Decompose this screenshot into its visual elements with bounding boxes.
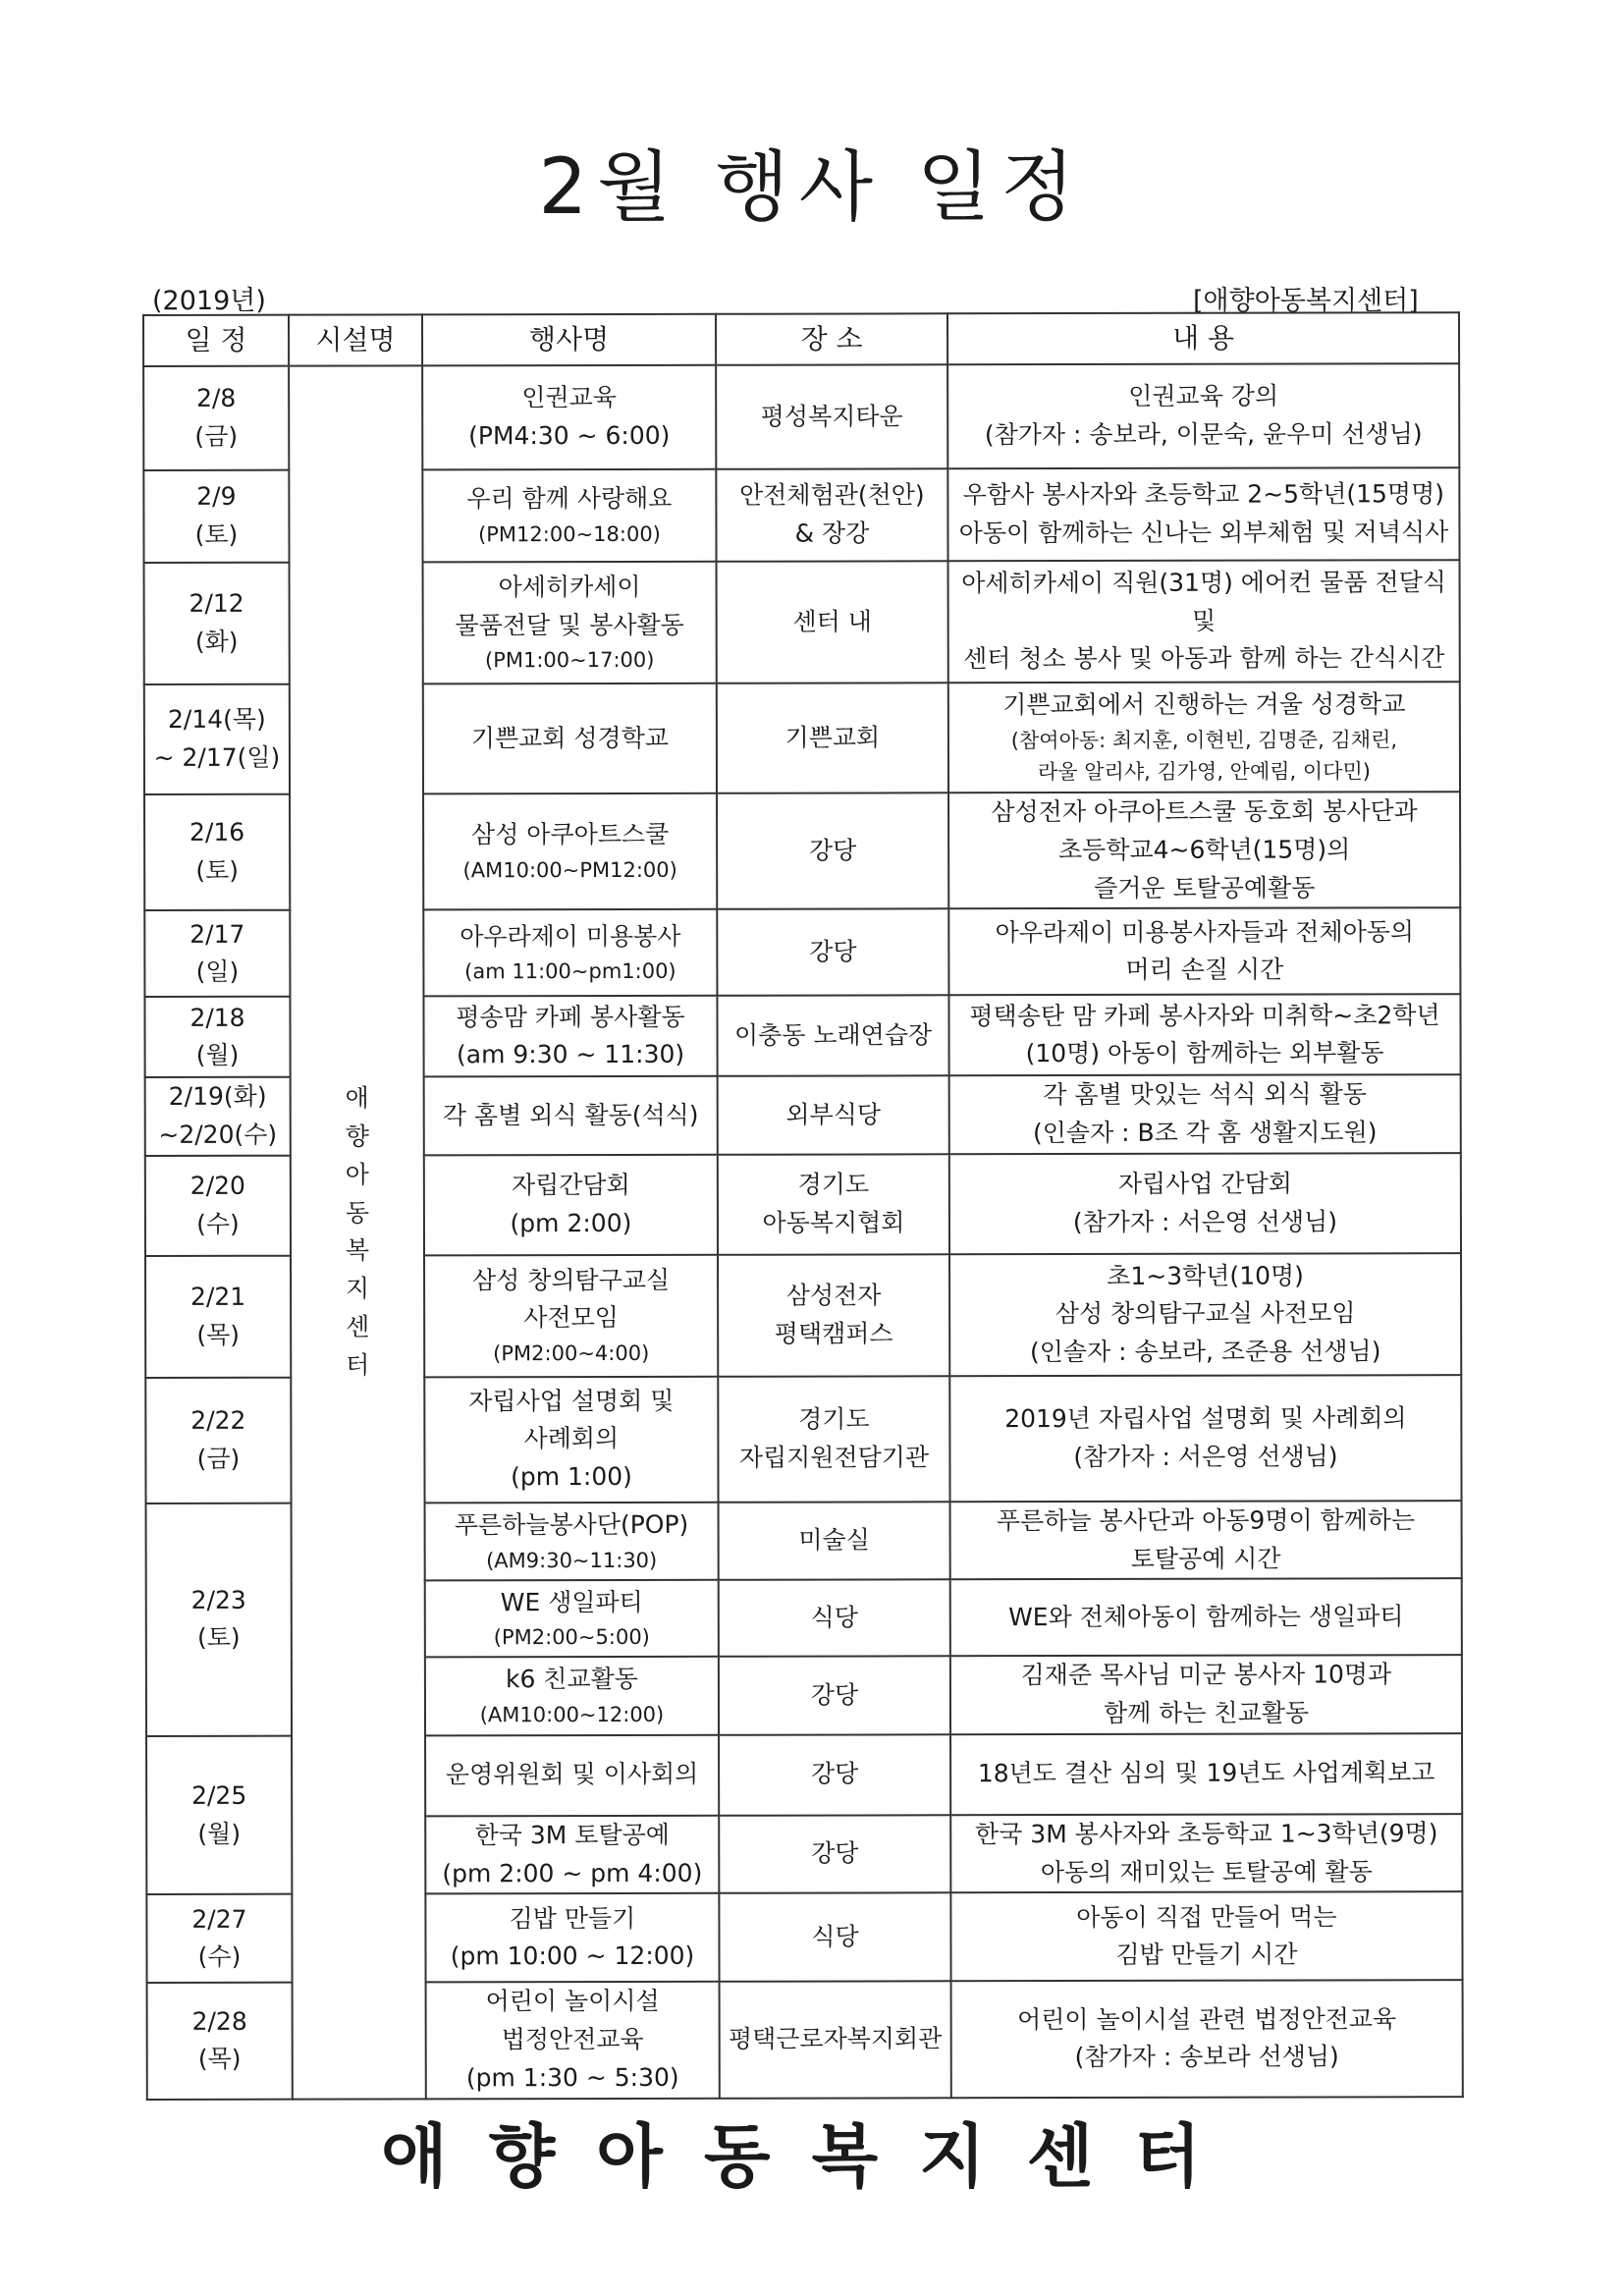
event-time: (PM12:00~18:00)	[478, 521, 661, 547]
content-cell: 김재준 목사님 미군 봉사자 10명과 함께 하는 친교활동	[950, 1655, 1462, 1734]
event-cell	[424, 1255, 718, 1378]
content-cell: 삼성전자 아쿠아트스쿨 동호회 봉사단과 초등학교4~6학년(15명)의 즐거운 토탈공예활동	[948, 792, 1460, 908]
facility-char: 아	[345, 1160, 369, 1189]
place-cell: 강당	[719, 1734, 950, 1815]
place-cell: 기쁜교회	[717, 683, 948, 793]
event-name: 아세히카세이 물품전달 및 봉사활동	[455, 572, 684, 640]
event-cell	[425, 1580, 719, 1658]
event-time: (AM10:00~12:00)	[479, 1702, 665, 1727]
facility-char: 애	[345, 1083, 369, 1113]
date-cell: 2/12 (화)	[144, 563, 290, 684]
place-cell: 강당	[717, 909, 948, 996]
content-cell: 각 홈별 맛있는 석식 외식 활동 (인솔자 : B조 각 홈 생활지도원)	[949, 1074, 1461, 1154]
content-cell: 인권교육 강의 (참가자 : 송보라, 이문숙, 윤우미 선생님)	[947, 363, 1459, 468]
content-cell: 우함사 봉사자와 초등학교 2~5학년(15명명) 아동이 함께하는 신나는 외부체험 및 저녁식사	[947, 467, 1459, 561]
event-name: 자립간담회	[511, 1170, 630, 1200]
date-cell: 2/16 (토)	[144, 794, 290, 911]
year-label: (2019년)	[152, 286, 266, 316]
event-cell	[425, 1735, 719, 1817]
event-name: 어린이 놀이시설 법정안전교육	[485, 1987, 660, 2054]
footer-organization: 애향아동복지센터	[381, 2116, 1242, 2197]
place-cell: 강당	[717, 793, 948, 909]
event-name: k6 친교활동	[505, 1665, 638, 1694]
event-name: 기쁜교회 성경학교	[470, 723, 670, 752]
content-text: 기쁜교회에서 진행하는 겨울 성경학교	[1002, 689, 1406, 720]
event-cell	[424, 1155, 718, 1256]
date-cell: 2/17 (일)	[144, 910, 290, 997]
content-cell: 18년도 결산 심의 및 19년도 사업계획보고	[950, 1733, 1462, 1815]
event-cell	[425, 1816, 719, 1894]
date-cell: 2/8 (금)	[143, 366, 289, 470]
place-cell: 경기도 자립지원전담기관	[718, 1376, 949, 1502]
facility-char: 센	[346, 1312, 370, 1341]
event-cell	[423, 996, 717, 1077]
content-note: (참여아동: 최지훈, 이현빈, 김명준, 김채린, 라울 알리샤, 김가영, 안예림, 이다민)	[1010, 728, 1398, 785]
place-cell: 식당	[719, 1580, 950, 1657]
place-cell: 강당	[719, 1815, 950, 1893]
event-name: 각 홈별 외식 활동(석식)	[442, 1100, 699, 1129]
content-cell: 한국 3M 봉사자와 초등학교 1~3학년(9명) 아동의 재미있는 토탈공예 활동	[950, 1814, 1462, 1893]
header-place: 장 소	[716, 313, 947, 364]
table-row	[143, 363, 1459, 470]
header-facility: 시설명	[289, 314, 422, 365]
event-cell	[424, 1377, 718, 1503]
content-cell: 아우라제이 미용봉사자들과 전체아동의 머리 손질 시간	[948, 907, 1460, 995]
place-cell: 식당	[719, 1893, 950, 1982]
event-time: (PM2:00~4:00)	[493, 1341, 650, 1366]
event-time: (pm 1:30 ~ 5:30)	[465, 2062, 679, 2093]
date-cell: 2/9 (토)	[143, 470, 289, 563]
place-cell: 평택근로자복지회관	[720, 1982, 951, 2099]
date-cell: 2/25 (월)	[146, 1735, 292, 1894]
date-cell: 2/23 (토)	[146, 1503, 292, 1735]
content-cell	[948, 682, 1460, 793]
event-name: 인권교육	[521, 383, 618, 412]
event-time: (am 9:30 ~ 11:30)	[456, 1040, 685, 1069]
organization-label: [애향아동복지센터]	[1193, 286, 1419, 316]
event-name: 삼성 아쿠아트스쿨	[471, 820, 670, 849]
event-cell	[423, 793, 717, 910]
event-time: (PM1:00~17:00)	[484, 648, 655, 673]
facility-char: 복	[345, 1235, 370, 1265]
content-cell: 아동이 직접 만들어 먹는 김밥 만들기 시간	[950, 1891, 1462, 1981]
date-cell: 2/27 (수)	[146, 1894, 292, 1983]
place-cell: 이충동 노래연습장	[717, 996, 948, 1076]
place-cell: 외부식당	[718, 1076, 949, 1155]
date-cell: 2/18 (월)	[144, 997, 290, 1077]
date-cell: 2/20 (수)	[145, 1155, 291, 1255]
facility-char: 터	[346, 1350, 370, 1380]
event-cell	[425, 1893, 719, 1983]
schedule-table	[142, 311, 1464, 2100]
content-cell: 2019년 자립사업 설명회 및 사례회의 (참가자 : 서은영 선생님)	[949, 1375, 1461, 1502]
event-time: (PM4:30 ~ 6:00)	[468, 420, 671, 451]
event-time: (pm 10:00 ~ 12:00)	[450, 1941, 695, 1971]
facility-char: 동	[345, 1198, 370, 1228]
event-time: (AM9:30~11:30)	[486, 1548, 658, 1572]
place-cell: 미술실	[719, 1502, 950, 1580]
facility-cell	[289, 365, 426, 2099]
header-date: 일 정	[143, 315, 289, 366]
event-name: 아우라제이 미용봉사	[460, 921, 681, 951]
date-cell: 2/22 (금)	[145, 1377, 291, 1503]
content-cell: 평택송탄 맘 카페 봉사자와 미취학~초2학년 (10명) 아동이 함께하는 외부활동	[948, 994, 1460, 1075]
place-cell: 삼성전자 평택캠퍼스	[718, 1254, 949, 1376]
event-cell	[422, 365, 716, 470]
event-time: (PM2:00~5:00)	[493, 1625, 650, 1650]
table-header-row	[143, 312, 1459, 366]
header-content: 내 용	[947, 312, 1459, 364]
event-name: 삼성 창의탐구교실 사전모임	[471, 1265, 671, 1333]
content-cell: 초1~3학년(10명) 삼성 창의탐구교실 사전모임 (인솔자 : 송보라, 조준용 선생님)	[949, 1253, 1461, 1376]
event-cell	[422, 469, 716, 563]
place-cell: 강당	[719, 1657, 950, 1735]
event-cell	[425, 1503, 719, 1581]
facility-char: 지	[345, 1274, 370, 1303]
event-cell	[423, 909, 717, 997]
event-name: 김밥 만들기	[509, 1903, 636, 1933]
place-cell: 센터 내	[717, 561, 948, 683]
event-cell	[426, 1982, 720, 2099]
event-name: 운영위원회 및 이사회의	[445, 1760, 699, 1789]
content-cell: 푸른하늘 봉사단과 아동9명이 함께하는 토탈공예 시간	[950, 1501, 1462, 1580]
content-cell: 아세히카세이 직원(31명) 에어컨 물품 전달식 및 센터 청소 봉사 및 아동과 함께 하는 간식시간	[948, 560, 1460, 683]
event-name: 푸른하늘봉사단(POP)	[454, 1509, 689, 1540]
page-title: 2월 행사 일정	[538, 143, 1085, 232]
event-name: WE 생일파티	[500, 1587, 643, 1616]
event-time: (pm 2:00)	[510, 1208, 632, 1237]
event-time: (AM10:00~PM12:00)	[462, 858, 677, 883]
place-cell: 평성복지타운	[716, 364, 947, 468]
event-time: (am 11:00~pm1:00)	[464, 959, 676, 984]
event-time: (pm 1:00)	[511, 1462, 632, 1492]
date-cell: 2/14(목) ~ 2/17(일)	[144, 684, 290, 794]
event-name: 한국 3M 토탈공예	[474, 1820, 670, 1850]
event-cell	[424, 1076, 718, 1155]
place-cell: 경기도 아동복지협회	[718, 1154, 949, 1254]
content-cell: 자립사업 간담회 (참가자 : 서은영 선생님)	[949, 1153, 1461, 1254]
event-name: 평송맘 카페 봉사활동	[456, 1002, 685, 1031]
header-event: 행사명	[422, 314, 716, 366]
event-cell	[423, 683, 717, 794]
content-cell: 어린이 놀이시설 관련 법정안전교육 (참가자 : 송보라 선생님)	[951, 1980, 1463, 2097]
event-cell	[423, 562, 717, 684]
date-cell: 2/19(화) ~2/20(수)	[145, 1077, 291, 1156]
facility-char: 향	[345, 1121, 369, 1151]
date-cell: 2/21 (목)	[145, 1255, 291, 1377]
place-cell: 안전체험관(천안) & 장강	[716, 468, 947, 561]
event-name: 자립사업 설명회 및 사례회의	[468, 1386, 675, 1453]
event-name: 우리 함께 사랑해요	[466, 484, 673, 514]
content-cell: WE와 전체아동이 함께하는 생일파티	[950, 1578, 1462, 1656]
event-time: (pm 2:00 ~ pm 4:00)	[442, 1858, 703, 1887]
date-cell: 2/28 (목)	[147, 1983, 293, 2100]
event-cell	[425, 1657, 719, 1735]
